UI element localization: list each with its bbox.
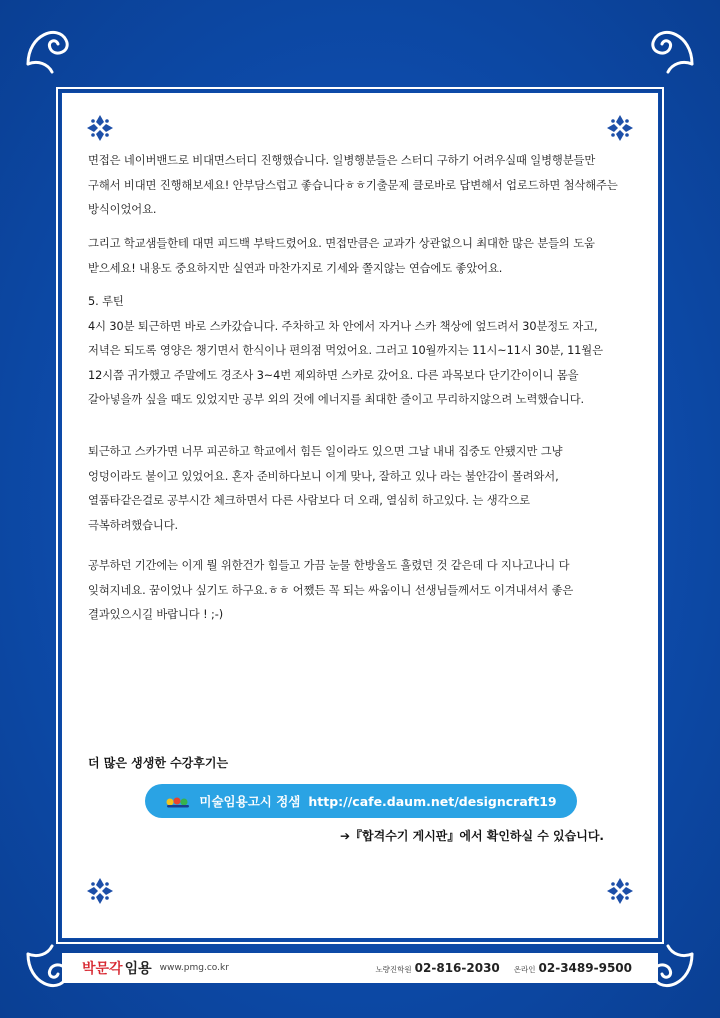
text-line: 결과있으시길 바랍니다 ! ;-): [88, 608, 224, 622]
diamond-ornament-icon: [85, 876, 115, 906]
text-line: 그리고 학교샘들한테 대면 피드백 부탁드렸어요. 면접만큼은 교과가 상관없으니 최대한 많은 분들의 도움: [88, 237, 595, 250]
corner-swirl-icon: [18, 14, 82, 78]
footer-bar: [62, 953, 658, 983]
diamond-ornament-icon: [85, 113, 115, 143]
pmg-logo: 박문각 임용: [82, 960, 152, 976]
paragraph-feedback: [88, 232, 648, 281]
diamond-ornament-icon: [605, 113, 635, 143]
paragraph-interview: [88, 149, 648, 223]
text-line: 열품타같은걸로 공부시간 체크하면서 다른 사람보다 더 오래, 열심히 하고있다. 는 생각으로: [88, 494, 530, 508]
phone2-number: 02-3489-9500: [538, 961, 632, 975]
daum-cafe-icon: [165, 793, 191, 809]
contact-phones: [375, 961, 632, 975]
text-line: 12시쯤 귀가했고 주말에도 경조사 3~4번 제외하면 스카로 갔어요. 다른 과목보다 단기간이이니 몸을: [88, 368, 579, 382]
section-heading: 5. 루틴: [88, 295, 124, 308]
text-line: 극복하려했습니다.: [88, 518, 178, 532]
cafe-link-label: 미술임용고시 정샘: [199, 794, 301, 809]
text-line: 퇴근하고 스카가면 너무 피곤하고 학교에서 힘든 일이라도 있으면 그날 내내 집중도 안됐지만 그냥: [88, 445, 563, 458]
site-url[interactable]: www.pmg.co.kr: [159, 963, 229, 973]
text-line: 받으세요! 내용도 중요하지만 실연과 마찬가지로 기세와 쫄지않는 연습에도 좋았어요.: [88, 261, 503, 275]
diamond-ornament-icon: [605, 876, 635, 906]
text-line: 저녁은 되도록 영양은 챙기면서 한식이나 편의점 먹었어요. 그러고 10월까지는 11시~11시 30분, 11월은: [88, 344, 603, 358]
cafe-link-url[interactable]: http://cafe.daum.net/designcraft19: [308, 793, 557, 809]
text-line: 엉덩이라도 붙이고 있었어요. 혼자 준비하다보니 이게 맞나, 잘하고 있나 라는 불안감이 몰려와서,: [88, 469, 559, 483]
text-line: 면접은 네이버밴드로 비대면스터디 진행했습니다. 일병행분들은 스터디 구하기 어려우실때 일병행분들만: [88, 154, 596, 167]
paragraph-closing: [88, 554, 648, 628]
phone1-number: 02-816-2030: [414, 961, 500, 975]
phone2-label: 온라인: [513, 965, 536, 974]
phone1-label: 노량진학원: [375, 965, 412, 974]
text-line: 구해서 비대면 진행해보세요! 안부담스럽고 좋습니다ㅎㅎ기출문제 클로바로 답변해서 업로드하면 첨삭해주는: [88, 178, 618, 192]
corner-swirl-icon: [638, 14, 702, 78]
paragraph-routine: [88, 290, 648, 413]
text-line: 잊혀지네요. 꿈이었나 싶기도 하구요.ㅎㅎ 어쨌든 꼭 되는 싸움이니 선생님들께서도 이겨내셔서 좋은: [88, 583, 574, 597]
cafe-link-button[interactable]: [145, 784, 577, 818]
text-line: 공부하던 기간에는 이게 뭘 위한건가 힘들고 가끔 눈물 한방울도 흘렸던 것 같은데 다 지나고나니 다: [88, 559, 570, 572]
more-reviews-heading: 더 많은 생생한 수강후기는: [88, 756, 229, 770]
text-line: 방식이었어요.: [88, 203, 157, 217]
text-line: 갈아넣을까 싶을 때도 있었지만 공부 외의 것에 에너지를 최대한 줄이고 무리하지않으려 노력했습니다.: [88, 393, 585, 407]
text-line: 4시 30분 퇴근하면 바로 스카갔습니다. 주차하고 차 안에서 자거나 스카 책상에 엎드려서 30분정도 자고,: [88, 319, 598, 333]
board-note: ➔『합격수기 게시판』에서 확인하실 수 있습니다.: [340, 829, 604, 843]
paragraph-after-work: [88, 440, 648, 538]
